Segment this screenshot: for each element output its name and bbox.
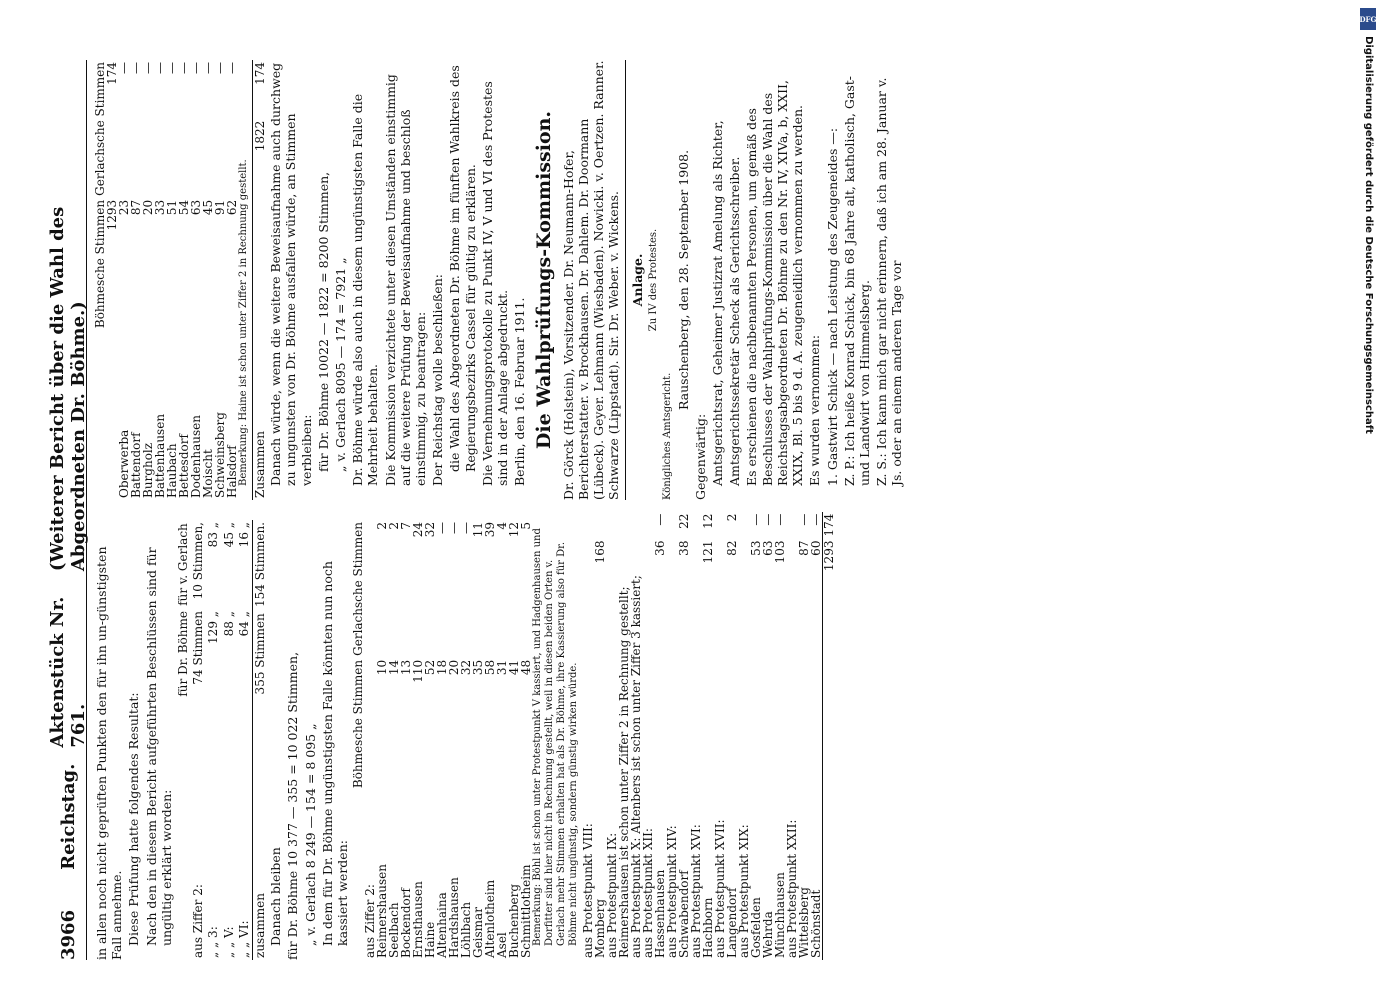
row-label: Moischt [201, 449, 215, 498]
t2-head-b: Gerlachsche Stimmen [351, 522, 366, 656]
dfg-stamp [1357, 8, 1381, 434]
row-value-b: 2 [375, 522, 390, 530]
invalid-votes-table [176, 520, 268, 960]
row-value-b: 22 [677, 513, 692, 529]
row-value-b [594, 512, 606, 539]
row-value-a: 45 [201, 199, 215, 216]
row-value-a: 14 [387, 659, 402, 676]
row-label: Langendorf [725, 887, 740, 958]
row-label: aus Protestpunkt XXII: [785, 819, 800, 958]
court-name: Königliches Amtsgericht. [661, 372, 673, 500]
row-value-a: 121 [701, 540, 716, 564]
row-label: aus Protestpunkt XII: [641, 828, 656, 958]
row-value-b [582, 512, 594, 539]
row-value-b: 5 [519, 522, 534, 530]
row-value-b: — [189, 62, 203, 74]
intro-paragraph-1: in allen noch nicht geprüften Punkten den für ihn un-günstigsten Fall annehme. [94, 546, 125, 960]
row-value-a: 23 [117, 199, 131, 216]
row-value-b: — [213, 62, 227, 74]
place-date: Rauschenberg, den 28. September 1908. [675, 149, 691, 411]
row-value-a: 18 [435, 659, 450, 676]
row-label: Schmittlotheim [519, 864, 534, 958]
row-label: Dodenhausen [189, 415, 203, 498]
commission-decision: Die Kommission verzichtete unter diesen Umständen einstimmig auf die weitere Prüfung der Beweisaufnahme und beschloß einstimmig, zu beantragen: [382, 74, 429, 486]
row-label: Wittelsberg [797, 887, 812, 958]
row-value-a: 64 „ [236, 611, 251, 637]
note-paragraph: Bemerkung: Böhl ist schon unter Protestpunkt V kassiert, und Hadgenhausen und Dorfitter sind hier nicht in Rechnung gestellt, weil in diesen beiden Orten v. Gerlach mehr Stimmen erhalten hat als Dr. Böhme, ihre Kassierung also für Dr. Böhme nicht ungünstig, sondern günstig wirken würde. [532, 528, 580, 946]
reichstag-motion: Der Reichstag wolle beschließen: [430, 274, 446, 486]
t4-sum-label: Zusammen [253, 177, 269, 500]
row-value-a: 168 [593, 540, 608, 564]
table-row [810, 512, 823, 960]
row-label: aus Protestpunkt XVII: [713, 819, 728, 958]
table-row [738, 512, 750, 960]
row-label: Reimershausen [375, 864, 390, 958]
witness-statement: Z. S.: Ich kann mich gar nicht erinnern, daß ich am 28. Januar v. Js. oder an einem anderen Tage vor [874, 77, 905, 486]
berlin-date: Berlin, den 16. Februar 1911. [512, 297, 528, 486]
t1-sum-label: zusammen [253, 699, 269, 960]
result-line-1: für Dr. Böhme 10022 — 1822 = 8200 Stimmen, [315, 171, 331, 472]
t3-sum-b: 174 [822, 513, 837, 537]
page-columns [94, 60, 1334, 960]
row-value-a: 51 [165, 199, 179, 216]
row-value-b: — [749, 513, 764, 526]
row-value-a: 31 [495, 659, 510, 676]
row-value-b: — [225, 62, 239, 74]
unfavorable-table [352, 520, 532, 960]
row-label: Hassenhausen [653, 869, 668, 958]
row-value-b: — [153, 62, 167, 74]
table-row [191, 520, 206, 960]
commission-members: Dr. Görck (Holstein), Vorsitzender. Dr. Neumann-Hofer, Berichterstatter. v. Brockhausen. Dr. Dahlem. Dr. Doormann (Lübeck). Geyer. Lehmann (Wiesbaden). Nowicki. v. Oertzen. Ranner. Schwarze (Lippstadt). Sir. Dr. Weber. v. Wickens. [560, 60, 622, 500]
row-label: Battendorf [129, 432, 143, 498]
row-label: „ „ V: [221, 926, 236, 958]
t4-head-b: Gerlachsche Stimmen [93, 62, 107, 196]
table-row [154, 60, 166, 500]
left-column [94, 513, 1334, 960]
table-row [130, 60, 142, 500]
anlage-heading: Anlage. [630, 253, 646, 307]
protocols-note: Die Vernehmungsprotokolle zu Punkt IV, V und VI des Protestes sind in der Anlage abgedruckt. [479, 81, 511, 486]
present-judge: Amtsgerichtsrat, Geheimer Justizrat Amelung als Richter, [710, 120, 726, 486]
row-value-a: 91 [213, 199, 227, 216]
divider [625, 60, 626, 500]
table-row [214, 60, 226, 500]
row-value-a [618, 539, 630, 574]
row-label: aus Ziffer 2: [191, 884, 206, 958]
row-label: Haubach [165, 443, 179, 498]
row-label: Haine [423, 921, 438, 958]
row-value-a: 48 [519, 659, 534, 676]
t2-section: aus Ziffer 2: [363, 884, 378, 958]
row-value-b: — [177, 62, 191, 74]
row-label: aus Protestpunkt XIX: [737, 824, 752, 958]
row-label: aus Protestpunkt XVI: [689, 824, 704, 958]
row-value-b: 32 [423, 522, 438, 538]
row-label: Wehrda [761, 911, 776, 958]
t1-head-a: für Dr. Böhme [176, 611, 191, 697]
row-label: aus Protestpunkt VIII: [581, 823, 596, 958]
row-label: Gosfelden [749, 897, 764, 958]
row-value-b: — [761, 513, 776, 526]
right-column [94, 60, 1334, 500]
intro-paragraph-3: Nach den in diesem Bericht aufgeführten Beschlüssen sind für ungültig erklärt worden: [143, 547, 174, 946]
table-row [412, 520, 424, 960]
header-left-title: Reichstag. [57, 763, 79, 870]
row-label: Ernsthausen [411, 881, 426, 958]
row-value-a: 38 [677, 540, 692, 556]
row-label: Burgholz [141, 442, 155, 498]
row-label: Schwabendorf [677, 870, 692, 958]
table-row [226, 60, 238, 500]
row-value-b [618, 512, 630, 539]
row-label: aus Protestpunkt X: Altenbers ist schon unter Ziffer 3 kassiert; [629, 575, 644, 958]
row-value-b: — [809, 513, 824, 526]
row-label: Momberg [593, 898, 608, 958]
row-value-b: — [435, 522, 450, 534]
row-label: aus Protestpunkt XIV: [665, 825, 680, 958]
row-label: „ „ 3: [206, 926, 221, 958]
dfg-credit: Digitalisierung gefördert durch die Deutsche Forschungsgemeinschaft [1363, 36, 1374, 434]
row-label: Buchenberg [507, 883, 522, 958]
t4-sum-a: 1822 [253, 119, 269, 178]
result-paragraph: Danach würde, wenn die weitere Beweisaufnahme auch durchweg zu ungunsten von Dr. Böhme ausfallen würde, an Stimmen verbleiben: [268, 62, 314, 486]
row-value-b: 4 [495, 522, 510, 530]
row-label: Altenlotheim [483, 879, 498, 958]
majority-paragraph: Dr. Böhme würde also auch in diesem ungünstigsten Falle die Mehrheit behalten. [350, 93, 381, 486]
row-value-a: 36 [653, 540, 668, 556]
row-label: Hachborn [701, 897, 716, 958]
header-doc-title: Aktenstück Nr. 761. [47, 596, 89, 748]
row-value-a: 35 [471, 659, 486, 676]
row-value-b: — [201, 62, 215, 74]
t4-sum-b: 174 [253, 60, 269, 119]
row-value-b: 12 [701, 513, 716, 529]
dfg-logo-icon: DFG [1360, 8, 1376, 30]
rotated-page-content [47, 60, 1340, 960]
row-value-b: 11 [471, 522, 486, 538]
row-label: Hardshausen [447, 877, 462, 958]
row-label: Seelbach [387, 902, 402, 958]
row-label: Halsdorf [225, 445, 239, 498]
t4-carry-b: 174 [105, 62, 119, 85]
row-value-a: 53 [749, 540, 764, 556]
row-label: Oberwerba [117, 429, 131, 498]
row-value-a: 62 [225, 199, 239, 216]
row-value-b: 10 Stimmen, [191, 522, 206, 600]
remain-intro: Danach bleiben [268, 847, 284, 946]
row-value-b [630, 512, 642, 539]
table-row [376, 520, 388, 960]
table-row [582, 512, 594, 960]
row-value-b: — [447, 522, 462, 534]
table-row [690, 512, 702, 960]
row-value-a: 87 [129, 199, 143, 216]
page-number: 3966 [57, 909, 79, 960]
row-value-b: 12 [507, 522, 522, 538]
witness-personal: Z. P.: Ich heiße Konrad Schick, bin 68 Jahre alt, katholisch, Gast- und Landwirt von Himmelsberg. [841, 75, 872, 486]
row-value-a: 63 [761, 540, 776, 556]
intro-paragraph-2: Diese Prüfung hatte folgendes Resultat: [126, 692, 142, 946]
row-label: Münchhausen [773, 872, 788, 958]
carry-sum-table [252, 60, 268, 500]
row-label: Reimershausen ist schon unter Ziffer 2 in Rechnung gestellt; [617, 586, 632, 958]
table-row [484, 520, 496, 960]
anlage-subheading: Zu IV des Protestes. [647, 228, 659, 332]
row-value-b: 83 „ [206, 522, 221, 548]
remain-line-1: für Dr. Böhme 10 377 — 355 = 10 022 Stimmen, [285, 651, 301, 960]
t2-head-a: Böhmesche Stimmen [351, 659, 366, 789]
table-row [190, 60, 202, 500]
t4-carry-a: 1293 [105, 199, 119, 231]
row-value-a: 103 [773, 540, 788, 564]
row-label: „ „ VI: [236, 920, 251, 958]
t3-sum-a: 1293 [822, 540, 837, 572]
row-label: Bettesdorf [177, 434, 191, 498]
row-label: aus Protestpunkt IX: [605, 832, 620, 958]
protest-table [582, 512, 835, 960]
t4-note: Bemerkung: Haine ist schon unter Ziffer 2 in Rechnung gestellt. [238, 159, 249, 486]
appearance-paragraph: Es erschienen die nachbenannten Personen, um gemäß des Beschlusses der Wahlprüfungs-Kommission über die Wahl des Reichstagsabgeordneten Dr. Böhme zu den Nr. IV, XIVa, b, XXII, XXIX, Bl. 5 bis 9 d. A. zeugeneidlich vernommen zu werden. [744, 80, 806, 486]
t1-head-b: für v. Gerlach [176, 523, 191, 606]
carry-table [94, 60, 238, 500]
commission-title: Die Wahlprüfungs-Kommission. [533, 110, 556, 450]
table-row [520, 520, 532, 960]
row-value-b: 39 [483, 522, 498, 538]
row-label: Battenhausen [153, 413, 167, 498]
row-value-a: 13 [399, 659, 414, 676]
witness-1: 1. Gastwirt Schick — nach Leistung des Zeugeneides —: [824, 127, 840, 486]
row-value-b: 24 [411, 522, 426, 538]
row-label: Altenhaina [435, 892, 450, 958]
row-value-a: 74 Stimmen [191, 611, 206, 685]
row-value-b: 2 [725, 513, 740, 522]
row-value-b: — [141, 62, 155, 74]
row-value-a: 129 „ [206, 611, 221, 644]
row-value-a [630, 539, 642, 574]
row-value-b: 2 [387, 522, 402, 530]
examined-label: Es wurden vernommen: [807, 334, 823, 486]
row-value-a [606, 539, 618, 574]
table-row [237, 520, 253, 960]
row-label: Bockendorf [399, 888, 414, 958]
row-value-a: 110 [411, 659, 426, 683]
row-value-a: 32 [459, 659, 474, 676]
row-value-a: 60 [809, 540, 824, 556]
row-label: Löhlbach [459, 901, 474, 958]
row-value-b: 7 [399, 522, 414, 530]
result-line-2: „ v. Gerlach 8095 — 174 = 7921 „ [333, 257, 349, 472]
row-label: Asel [495, 932, 510, 958]
row-value-b: — [459, 522, 474, 534]
row-value-a: 10 [375, 659, 390, 676]
row-value-b: — [129, 62, 143, 74]
table-row [460, 520, 472, 960]
row-value-b: — [165, 62, 179, 74]
row-label: Schönstadt [809, 889, 824, 958]
remain-line-2: „ v. Gerlach 8 249 — 154 = 8 095 „ [302, 723, 318, 946]
row-label: Geismar [471, 907, 486, 958]
unfavorable-paragraph: In dem für Dr. Böhme ungünstigsten Falle könnten nun noch kassiert werden: [319, 561, 351, 946]
row-value-b: 16 „ [236, 522, 251, 548]
present-label: Gegenwärtig: [692, 413, 708, 500]
header-subtitle: (Weiterer Bericht über die Wahl des Abgeordneten Dr. Böhme.) [47, 206, 89, 572]
t4-head-a: Böhmesche Stimmen [93, 199, 107, 329]
row-label: Schweinsberg [213, 412, 227, 498]
table-row [222, 520, 237, 960]
row-value-a: 87 [797, 540, 812, 556]
row-value-a: 54 [177, 199, 191, 216]
row-value-a: 52 [423, 659, 438, 676]
row-value-a: 88 „ [221, 611, 236, 637]
row-value-b: — [117, 62, 131, 74]
table-row [448, 520, 460, 960]
row-value-a: 33 [153, 199, 167, 216]
row-value-b: — [653, 513, 668, 526]
row-value-a: 20 [141, 199, 155, 216]
row-value-a: 41 [507, 659, 522, 676]
row-value-a: 20 [447, 659, 462, 676]
table-row [206, 520, 221, 960]
t1-sum-a: 355 Stimmen [253, 609, 269, 699]
motion-text: die Wahl des Abgeordneten Dr. Böhme im fünften Wahlkreis des Regierungsbezirks Cassel für gültig zu erklären. [447, 65, 478, 472]
page-header [47, 60, 89, 960]
row-value-b [606, 512, 618, 539]
table-row [750, 512, 762, 960]
row-value-b: 45 „ [221, 522, 236, 548]
row-value-b: — [773, 513, 788, 526]
row-value-a: 58 [483, 659, 498, 676]
present-clerk: Amtsgerichtssekretär Scheck als Gerichtsschreiber. [727, 156, 743, 486]
row-value-a: 82 [725, 540, 740, 556]
t1-sum-b: 154 Stimmen. [253, 522, 268, 608]
row-value-a: 63 [189, 199, 203, 216]
row-value-b: — [797, 513, 812, 526]
